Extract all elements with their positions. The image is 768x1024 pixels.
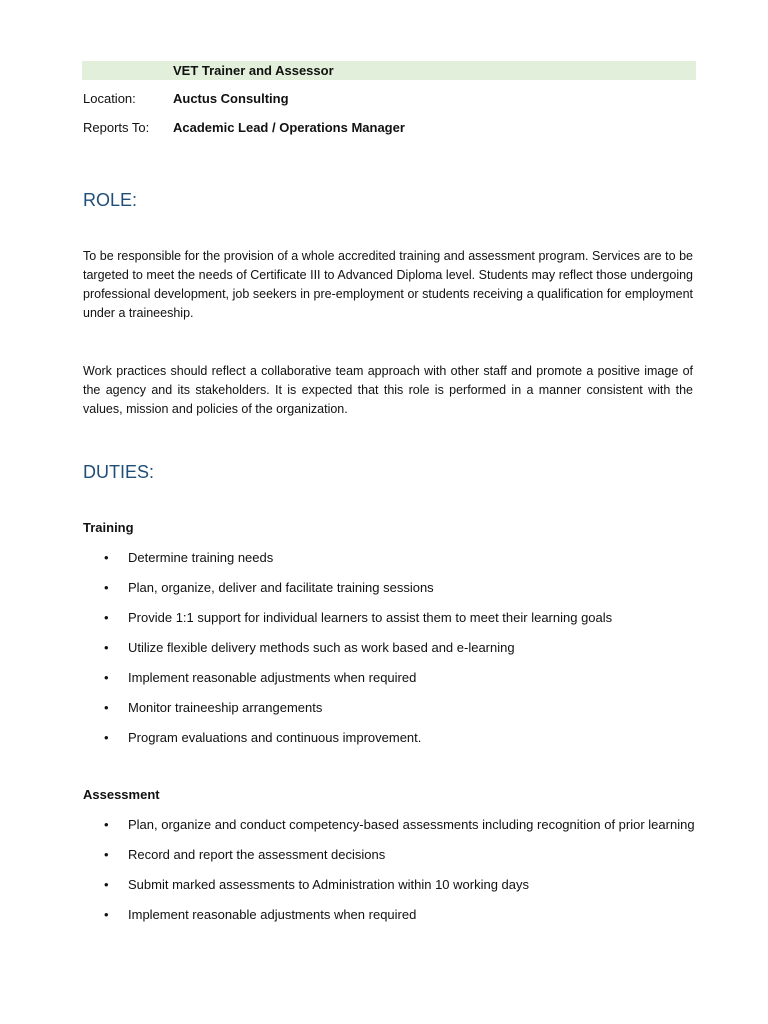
assessment-heading: Assessment: [83, 787, 160, 802]
list-item-text: Implement reasonable adjustments when required: [128, 907, 417, 922]
training-list: [0, 549, 768, 759]
bullet-icon: •: [104, 907, 109, 922]
bullet-icon: •: [104, 847, 109, 862]
role-paragraph-2: Work practices should reflect a collaborative team approach with other staff and promote a positive image of the agency and its stakeholders. It is expected that this role is performed in a manner consistent with the values, mission and policies of the organization.: [83, 364, 693, 416]
list-item: [0, 669, 768, 699]
bullet-icon: •: [104, 640, 109, 655]
list-item: [0, 906, 768, 936]
list-item-text: Implement reasonable adjustments when required: [128, 670, 417, 685]
bullet-icon: •: [104, 730, 109, 745]
bullet-icon: •: [104, 877, 109, 892]
list-item-text: Program evaluations and continuous improvement.: [128, 730, 422, 745]
bullet-icon: •: [104, 817, 109, 832]
list-item: [0, 609, 768, 639]
bullet-icon: •: [104, 610, 109, 625]
list-item: [0, 846, 768, 876]
job-title-bar: [82, 61, 696, 80]
list-item: [0, 549, 768, 579]
list-item-text: Plan, organize, deliver and facilitate training sessions: [128, 580, 434, 595]
list-item: [0, 816, 768, 846]
list-item: [0, 699, 768, 729]
list-item-text: Record and report the assessment decisions: [128, 847, 386, 862]
list-item: [0, 579, 768, 609]
list-item-text: Provide 1:1 support for individual learners to assist them to meet their learning goals: [128, 610, 613, 625]
location-value: Auctus Consulting: [173, 91, 289, 106]
duties-heading: DUTIES:: [83, 462, 155, 482]
list-item-text: Determine training needs: [128, 550, 274, 565]
list-item-text: Utilize flexible delivery methods such as work based and e-learning: [128, 640, 515, 655]
bullet-icon: •: [104, 700, 109, 715]
reports-to-value: Academic Lead / Operations Manager: [173, 120, 405, 135]
bullet-icon: •: [104, 580, 109, 595]
list-item-text: Monitor traineeship arrangements: [128, 700, 323, 715]
reports-to-label: Reports To:: [83, 120, 150, 135]
location-label: Location:: [83, 91, 136, 106]
role-heading: ROLE:: [83, 190, 138, 210]
job-title: VET Trainer and Assessor: [173, 63, 334, 78]
bullet-icon: •: [104, 670, 109, 685]
list-item-text: Plan, organize and conduct competency-based assessments including recognition of prior learning: [128, 817, 695, 832]
training-heading: Training: [83, 520, 134, 535]
bullet-icon: •: [104, 550, 109, 565]
list-item: [0, 729, 768, 759]
list-item-text: Submit marked assessments to Administration within 10 working days: [128, 877, 530, 892]
assessment-list: [0, 816, 768, 936]
list-item: [0, 639, 768, 669]
list-item: [0, 876, 768, 906]
role-paragraph-1: To be responsible for the provision of a whole accredited training and assessment program. Services are to be targeted to meet the needs of Certificate III to Advanced Diploma level. Students may reflect those undergoing professional development, job seekers in pre-employment or students receiving a qualification for employment under a traineeship.: [83, 249, 693, 320]
